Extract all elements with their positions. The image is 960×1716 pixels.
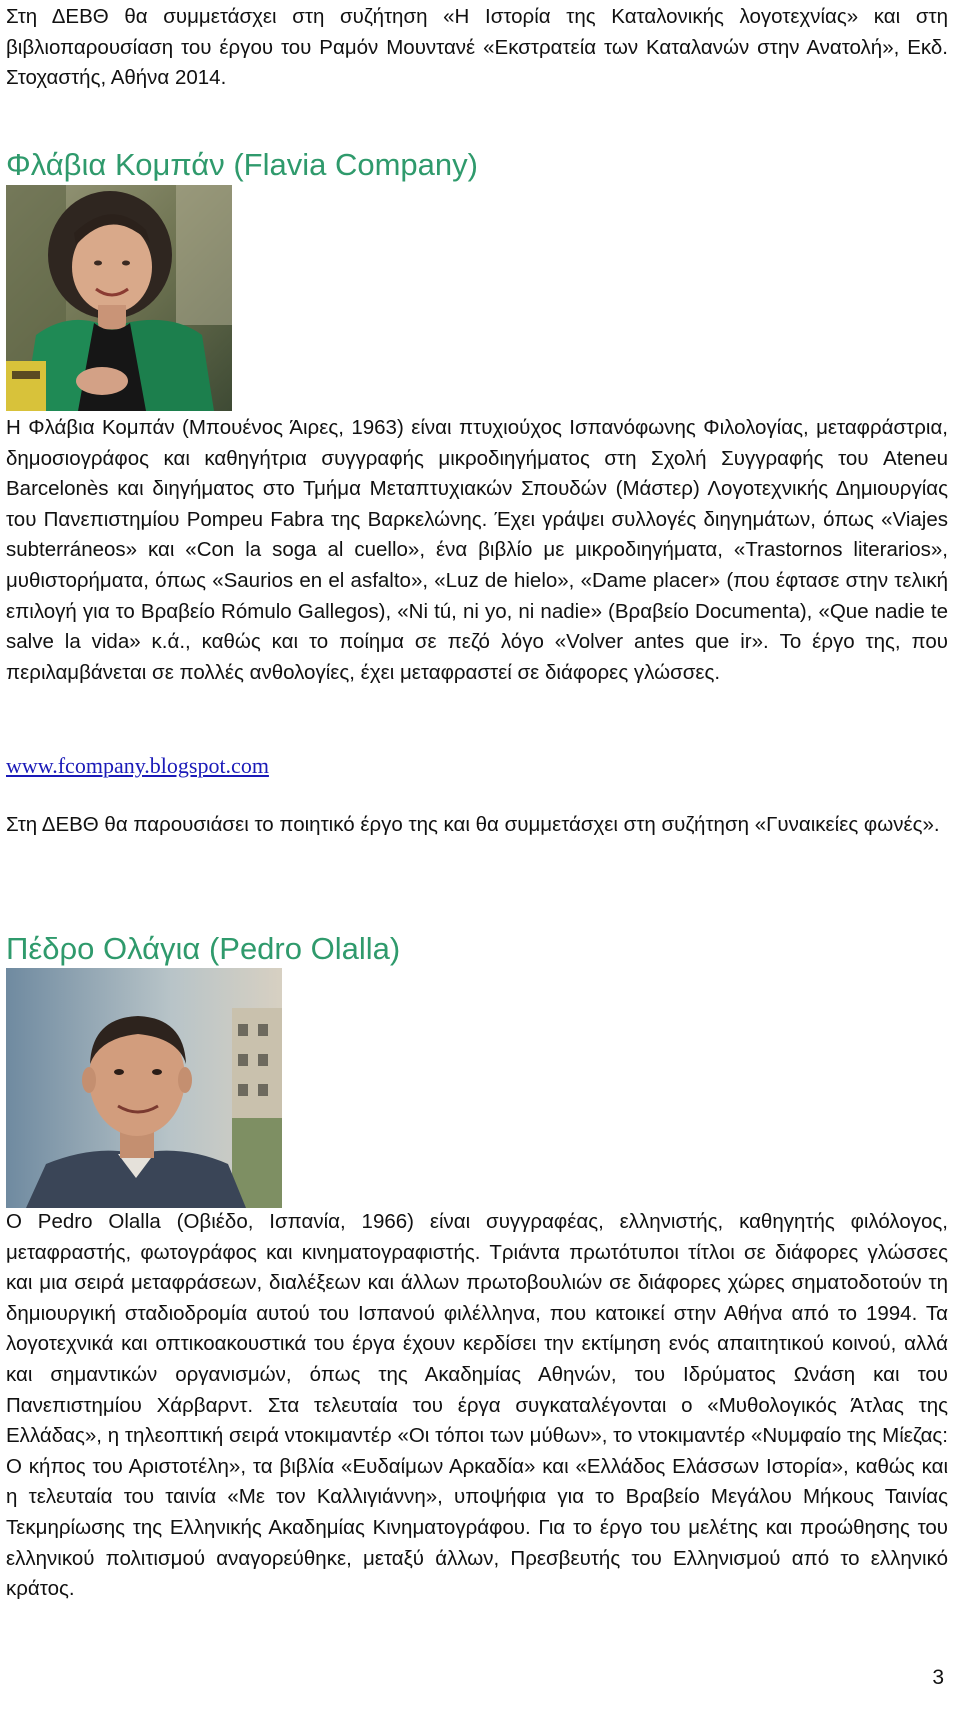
flavia-company-bio: Η Φλάβια Κομπάν (Μπουένος Άιρες, 1963) είναι πτυχιούχος Ισπανόφωνης Φιλολογίας, μεταφράστρια, δημοσιογράφος και καθηγήτρια συγγραφής μικροδιηγήματος στη Σχολή Συγγραφής του Ateneu Barcelonès και διηγήματος στο Τμήμα Μεταπτυχιακών Σπουδών (Μάστερ) Λογοτεχνικής Δημιουργίας του Πανεπιστημίου Pompeu Fabra της Βαρκελώνης. Έχει γράψει συλλογές διηγημάτων, όπως «Viajes subterráneos» και «Con la soga al cuello», ένα βιβλίο με μικροδιηγήματα, «Trastornos literarios», μυθιστορήματα, όπως «Saurios en el asfalto», «Luz de hielo», «Dame placer» (που έφτασε στην τελική επιλογή για το Βραβείο Rómulo Gallegos), «Ni tú, ni yo, ni nadie» (Βραβείο Documenta), «Que nadie te salve la vida» κ.ά., καθώς και το ποίημα σε πεζό λόγο «Volver antes que ir». Το έργο της, που περιλαμβάνεται σε πολλές ανθολογίες, έχει μεταφραστεί σε διάφορες γλώσσες. xyxy=(6,416,948,684)
flavia-company-blog-link[interactable]: www.fcompany.blogspot.com xyxy=(6,753,269,778)
flavia-company-participation: Στη ΔΕΒΘ θα παρουσιάσει το ποιητικό έργο της και θα συμμετάσχει στη συζήτηση «Γυναικείες φωνές». xyxy=(6,813,940,836)
page-number: 3 xyxy=(932,1666,944,1689)
pedro-olalla-photo xyxy=(6,968,282,1208)
document-page xyxy=(6,0,950,1716)
pedro-olalla-bio: Ο Pedro Olalla (Οβιέδο, Ισπανία, 1966) είναι συγγραφέας, ελληνιστής, καθηγητής φιλόλογος, μεταφραστής, φωτογράφος και κινηματογραφιστής. Τριάντα πρωτότυποι τίτλοι σε διάφορες γλώσσες και μια σειρά μεταφράσεων, διαλέξεων και άλλων πρωτοβουλιών σε διάφορες χώρες σηματοδοτούν τη δημιουργική σταδιοδρομία αυτού του Ισπανού φιλέλληνα, που κατοικεί στην Αθήνα από το 1994. Τα λογοτεχνικά και οπτικοακουστικά του έργα έχουν κερδίσει την εκτίμηση ενός απαιτητικού κοινού, αλλά και σημαντικών οργανισμών, όπως της Ακαδημίας Αθηνών, του Ιδρύματος Ωνάση και του Πανεπιστημίου Χάρβαρντ. Στα τελευταία του έργα συγκαταλέγονται ο «Μυθολογικός Άτλας της Ελλάδας», η τηλεοπτική σειρά ντοκιμαντέρ «Οι τόποι των μύθων», το ντοκιμαντέρ «Νυμφαίο της Μίεζας: Ο κήπος του Αριστοτέλη», τα βιβλία «Ευδαίμων Αρκαδία» και «Ελλάδος Ελάσσων Ιστορία», καθώς και η τελευταία του ταινία «Με τον Καλλιγιάννη», υποψήφια για το Βραβείο Μεγάλου Μήκους Ταινίας Τεκμηρίωσης της Ελληνικής Ακαδημίας Κινηματογράφου. Για το έργο του μελέτης και προώθησης του ελληνικού πολιτισμού αναγορεύθηκε, μεταξύ άλλων, Πρεσβευτής του Ελληνισμού από το ελληνικό κράτος. xyxy=(6,1210,948,1601)
flavia-company-photo xyxy=(6,185,232,411)
pedro-olalla-heading: Πέδρο Ολάγια (Pedro Olalla) xyxy=(6,931,401,966)
intro-paragraph: Στη ΔΕΒΘ θα συμμετάσχει στη συζήτηση «Η Ιστορία της Καταλονικής λογοτεχνίας» και στη βιβλιοπαρουσίαση του έργου του Ραμόν Μουντανέ «Εκστρατεία των Καταλανών στην Ανατολή», Εκδ. Στοχαστής, Αθήνα 2014. xyxy=(6,5,948,90)
flavia-company-heading: Φλάβια Κομπάν (Flavia Company) xyxy=(6,147,478,182)
